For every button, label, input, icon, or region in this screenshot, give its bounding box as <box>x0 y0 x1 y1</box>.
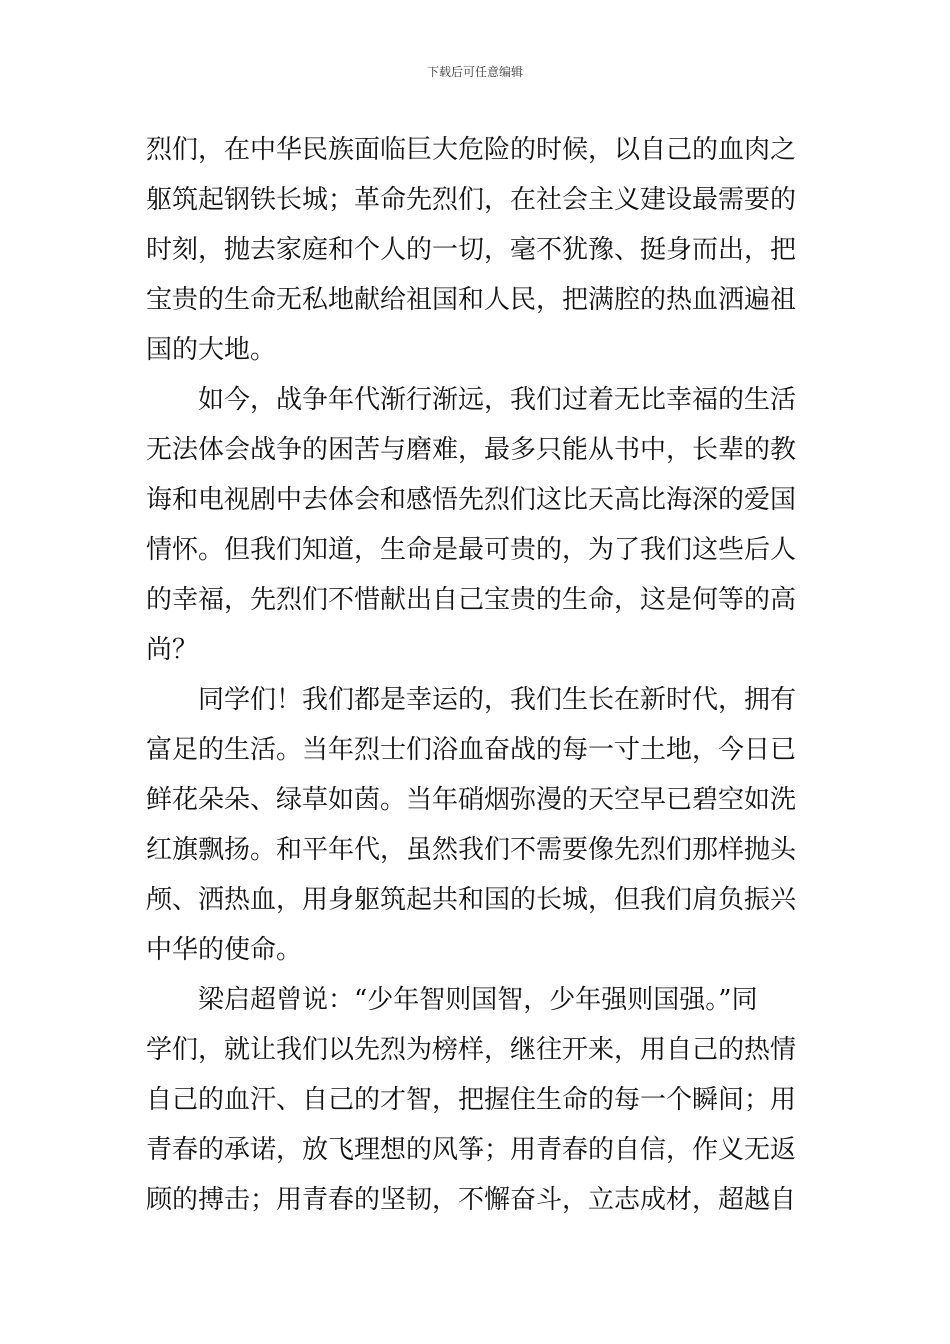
text-line: 青春的承诺，放飞理想的风筝；用青春的自信，作义无返 <box>146 1135 797 1165</box>
text-line: 如今，战争年代渐行渐远，我们过着无比幸福的生活 <box>146 385 797 415</box>
text-line: 鲜花朵朵、绿草如茵。当年硝烟弥漫的天空早已碧空如洗 <box>146 785 797 815</box>
text-line: 自己的血汗、自己的才智，把握住生命的每一个瞬间；用 <box>146 1085 797 1115</box>
text-line: 颅、洒热血，用身躯筑起共和国的长城，但我们肩负振兴 <box>146 885 797 915</box>
text-line: 学们，就让我们以先烈为榜样，继往开来，用自己的热情 <box>146 1035 797 1065</box>
text-line: 的幸福，先烈们不惜献出自己宝贵的生命，这是何等的高 <box>146 585 797 615</box>
text-line: 宝贵的生命无私地献给祖国和人民，把满腔的热血洒遍祖 <box>146 285 797 315</box>
text-line: 尚？ <box>146 635 199 665</box>
text-line: 顾的搏击；用青春的坚韧，不懈奋斗，立志成材，超越自 <box>146 1185 797 1215</box>
text-line: 躯筑起钢铁长城；革命先烈们，在社会主义建设最需要的 <box>146 185 797 215</box>
text-line: 梁启超曾说：“少年智则国智，少年强则国强。”同 <box>146 985 758 1015</box>
text-line: 时刻，抛去家庭和个人的一切，毫不犹豫、挺身而出，把 <box>146 235 797 265</box>
text-line: 烈们，在中华民族面临巨大危险的时候，以自己的血肉之 <box>146 135 797 165</box>
text-line: 诲和电视剧中去体会和感悟先烈们这比天高比海深的爱国 <box>146 485 797 515</box>
text-line: 中华的使命。 <box>146 935 303 965</box>
text-line: 同学们！我们都是幸运的，我们生长在新时代，拥有 <box>146 685 797 715</box>
text-line: 情怀。但我们知道，生命是最可贵的，为了我们这些后人 <box>146 535 797 565</box>
text-line: 红旗飘扬。和平年代，虽然我们不需要像先烈们那样抛头 <box>146 835 797 865</box>
page-header: 下载后可任意编辑 <box>426 65 523 79</box>
text-line: 富足的生活。当年烈士们浴血奋战的每一寸土地，今日已 <box>146 735 797 765</box>
text-line: 国的大地。 <box>146 335 277 365</box>
text-line: 无法体会战争的困苦与磨难，最多只能从书中，长辈的教 <box>146 435 797 465</box>
document-body <box>146 125 810 1225</box>
